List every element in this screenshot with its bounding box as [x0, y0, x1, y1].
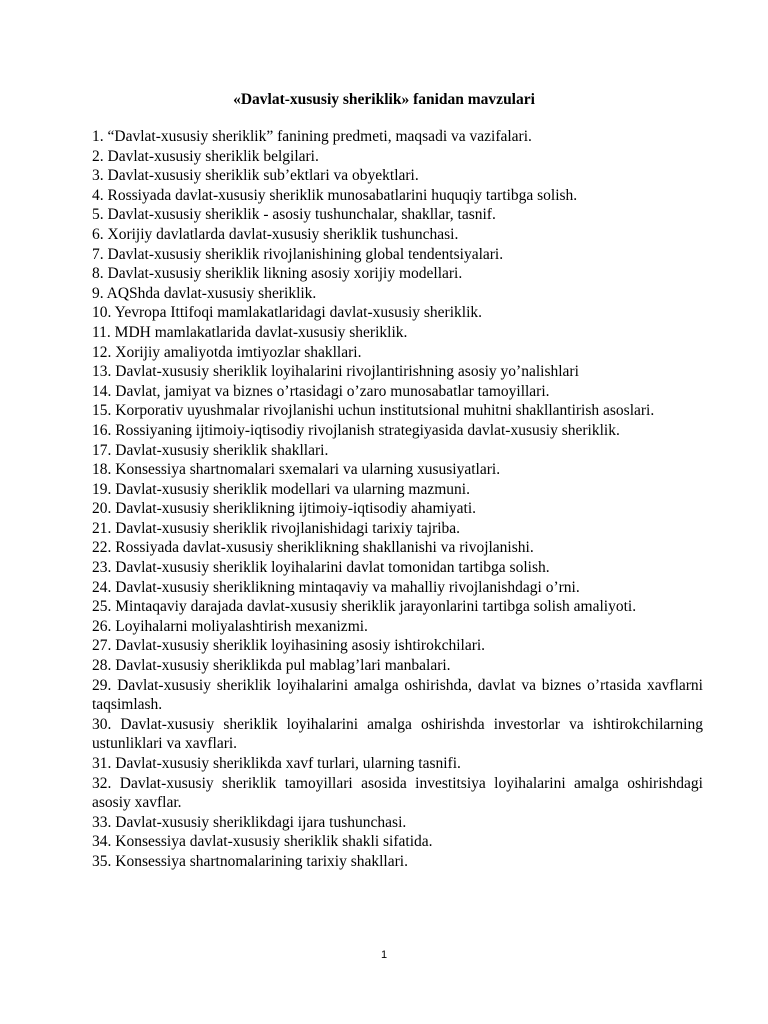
list-item: 10. Yevropa Ittifoqi mamlakatlaridagi davlat-xususiy sheriklik.: [92, 304, 483, 322]
list-item: 30. Davlat-xususiy sheriklik loyihalarini amalga oshirishda investorlar va ishtirokchilarning ustunliklari va xavflari.: [92, 715, 703, 753]
list-item: 3. Davlat-xususiy sheriklik sub’ektlari va obyektlari.: [92, 167, 419, 185]
list-item: 12. Xorijiy amaliyotda imtiyozlar shakllari.: [92, 343, 362, 361]
list-item: 17. Davlat-xususiy sheriklik shakllari.: [92, 441, 329, 459]
list-item: 33. Davlat-xususiy sheriklikdagi ijara tushunchasi.: [92, 813, 407, 831]
list-item: 16. Rossiyaning ijtimoiy-iqtisodiy rivojlanish strategiyasida davlat-xususiy sheriklik.: [92, 421, 620, 439]
list-item: 1. “Davlat-xususiy sheriklik” fanining predmeti, maqsadi va vazifalari.: [92, 128, 532, 145]
list-item: 21. Davlat-xususiy sheriklik rivojlanishidagi tarixiy tajriba.: [92, 519, 461, 537]
list-item: 15. Korporativ uyushmalar rivojlanishi uchun institutsional muhitni shakllantirish asoslari.: [92, 402, 655, 420]
list-item: 20. Davlat-xususiy sheriklikning ijtimoiy-iqtisodiy ahamiyati.: [92, 500, 477, 518]
list-item: 8. Davlat-xususiy sheriklik likning asosiy xorijiy modellari.: [92, 265, 463, 283]
list-item: 35. Konsessiya shartnomalarining tarixiy shakllari.: [92, 852, 408, 870]
list-item: 31. Davlat-xususiy sheriklikda xavf turlari, ularning tasnifi.: [92, 755, 461, 772]
list-item: 34. Konsessiya davlat-xususiy sheriklik shakli sifatida.: [92, 833, 433, 851]
topic-list: [92, 127, 703, 872]
page-number: 1: [380, 949, 388, 961]
list-item: 7. Davlat-xususiy sheriklik rivojlanishining global tendentsiyalari.: [92, 245, 504, 263]
list-item: 11. MDH mamlakatlarida davlat-xususiy sheriklik.: [92, 323, 408, 341]
list-item: 27. Davlat-xususiy sheriklik loyihasining asosiy ishtirokchilari.: [92, 637, 486, 655]
list-item: 28. Davlat-xususiy sheriklikda pul mablag’lari manbalari.: [92, 657, 451, 675]
list-item: 24. Davlat-xususiy sheriklikning mintaqaviy va mahalliy rivojlanishdagi o’rni.: [92, 578, 580, 596]
list-item: 22. Rossiyada davlat-xususiy sheriklikning shakllanishi va rivojlanishi.: [92, 539, 534, 557]
list-item: 18. Konsessiya shartnomalari sxemalari va ularning xususiyatlari.: [92, 461, 501, 479]
list-item: 26. Loyihalarni moliyalashtirish mexanizmi.: [92, 617, 368, 635]
list-item: 2. Davlat-xususiy sheriklik belgilari.: [92, 147, 319, 165]
list-item: 25. Mintaqaviy darajada davlat-xususiy sheriklik jarayonlarini tartibga solish amaliyoti.: [92, 598, 637, 616]
list-item: 19. Davlat-xususiy sheriklik modellari va ularning mazmuni.: [92, 480, 470, 498]
list-item: 9. AQShda davlat-xususiy sheriklik.: [92, 284, 317, 302]
list-item: 29. Davlat-xususiy sheriklik loyihalarini amalga oshirishda, davlat va biznes o’rtasida xavflarni taqsimlash.: [92, 676, 703, 714]
list-item: 4. Rossiyada davlat-xususiy sheriklik munosabatlarini huquqiy tartibga solish.: [92, 186, 578, 204]
list-item: 5. Davlat-xususiy sheriklik - asosiy tushunchalar, shakllar, tasnif.: [92, 206, 496, 224]
list-item: 13. Davlat-xususiy sheriklik loyihalarini rivojlantirishning asosiy yo’nalishlari: [92, 363, 579, 381]
document-title: «Davlat-xususiy sheriklik» fanidan mavzulari: [233, 91, 535, 108]
list-item: 23. Davlat-xususiy sheriklik loyihalarini davlat tomonidan tartibga solish.: [92, 559, 550, 577]
list-item: 14. Davlat, jamiyat va biznes o’rtasidagi o’zaro munosabatlar tamoyillari.: [92, 382, 550, 400]
list-item: 32. Davlat-xususiy sheriklik tamoyillari asosida investitsiya loyihalarini amalga oshirishdagi asosiy xavflar.: [92, 774, 703, 812]
list-item: 6. Xorijiy davlatlarda davlat-xususiy sheriklik tushunchasi.: [92, 225, 459, 243]
